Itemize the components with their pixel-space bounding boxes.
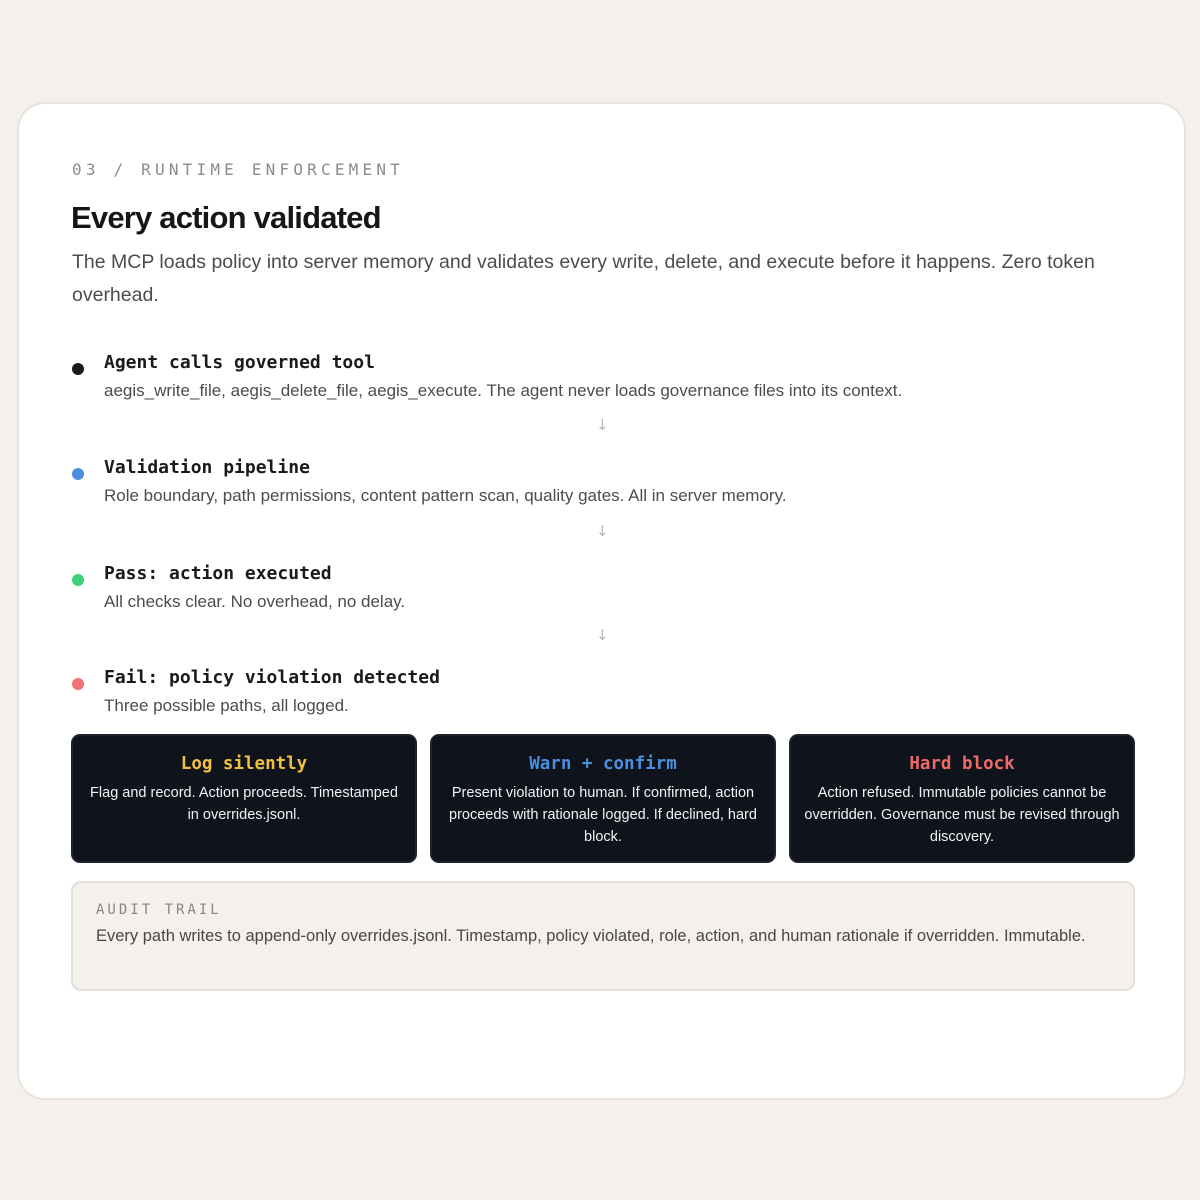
step-body: All checks clear. No overhead, no delay. <box>104 592 406 611</box>
step-body: Role boundary, path permissions, content pattern scan, quality gates. All in server memory. <box>104 486 787 505</box>
step-title: Agent calls governed tool <box>104 352 375 373</box>
path-title: Warn + confirm <box>529 754 677 774</box>
step-title: Fail: policy violation detected <box>104 667 440 688</box>
path-body: Action refused. Immutable policies cannot be overridden. Governance must be revised through discovery. <box>804 785 1120 845</box>
path-body: Flag and record. Action proceeds. Timestamped in overrides.jsonl. <box>90 785 398 823</box>
outcome-paths <box>71 734 1135 864</box>
step-body: Three possible paths, all logged. <box>104 696 349 715</box>
path-title: Log silently <box>180 754 308 774</box>
audit-trail-panel <box>71 881 1135 991</box>
step-dot-blue <box>72 468 84 480</box>
down-arrow-icon: ↓ <box>596 522 609 540</box>
step-title: Pass: action executed <box>104 563 332 584</box>
down-arrow-icon: ↓ <box>596 416 609 434</box>
step-body: aegis_write_file, aegis_delete_file, aegis_execute. The agent never loads governance files into its context. <box>104 381 903 400</box>
path-title: Hard block <box>909 754 1015 774</box>
path-log-silently <box>71 734 417 863</box>
runtime-enforcement-card <box>17 102 1186 1100</box>
path-warn-confirm <box>430 734 776 863</box>
down-arrow-icon: ↓ <box>596 626 609 644</box>
section-title: Every action validated <box>71 200 381 235</box>
audit-label: AUDIT TRAIL <box>96 902 222 918</box>
section-eyebrow: 03 / RUNTIME ENFORCEMENT <box>72 160 404 179</box>
step-dot-black <box>72 363 84 375</box>
path-body: Present violation to human. If confirmed, action proceeds with rationale logged. If declined, hard block. <box>449 785 757 845</box>
step-dot-red <box>72 678 84 690</box>
step-title: Validation pipeline <box>104 457 310 478</box>
audit-body: Every path writes to append-only overrides.jsonl. Timestamp, policy violated, role, action, and human rationale if overridden. Immutable. <box>96 927 1086 945</box>
path-hard-block <box>789 734 1135 863</box>
section-description: The MCP loads policy into server memory and validates every write, delete, and execute before it happens. Zero token overhead. <box>72 251 1095 306</box>
step-dot-green <box>72 574 84 586</box>
